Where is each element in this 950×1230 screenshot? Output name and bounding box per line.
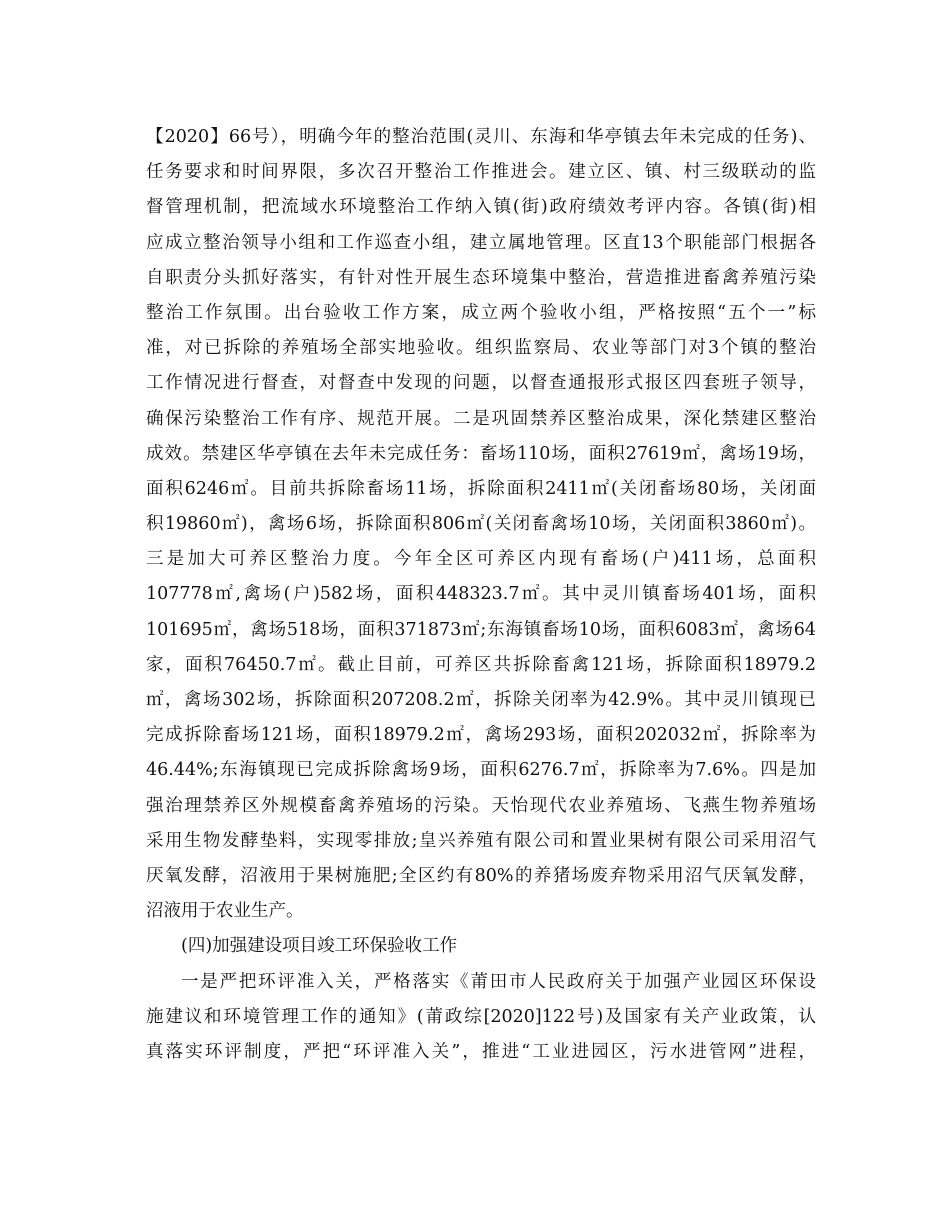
text-line: 三是加大可养区整治力度。今年全区可养区内现有畜场(户)411场，总面积 (146, 549, 816, 570)
text-line: 家，面积76450.7㎡。截止目前，可养区共拆除畜禽121场，拆除面积18979.2 (146, 654, 816, 675)
text-line: 面积6246㎡。目前共拆除畜场11场，拆除面积2411㎡(关闭畜场80场，关闭面 (146, 478, 816, 499)
body-text (146, 120, 816, 1070)
text-line: 工作情况进行督查，对督查中发现的问题，以督查通报形式报区四套班子领导， (146, 373, 816, 394)
text-line: 采用生物发酵垫料，实现零排放;皇兴养殖有限公司和置业果树有限公司采用沼气 (146, 830, 816, 851)
text-line: 完成拆除畜场121场，面积18979.2㎡，禽场293场，面积202032㎡，拆除率为 (146, 725, 816, 746)
paragraph-first-line: 一是严把环评准入关，严格落实《莆田市人民政府关于加强产业园区环保设 (181, 971, 816, 992)
text-line: 任务要求和时间界限，多次召开整治工作推进会。建立区、镇、村三级联动的监 (146, 162, 816, 183)
text-line: 应成立整治领导小组和工作巡查小组，建立属地管理。区直13个职能部门根据各 (146, 232, 816, 253)
text-line: 成效。禁建区华亭镇在去年未完成任务：畜场110场，面积27619㎡，禽场19场， (146, 443, 816, 464)
text-line: 督管理机制，把流域水环境整治工作纳入镇(街)政府绩效考评内容。各镇(街)相 (146, 197, 816, 218)
text-line: 自职责分头抓好落实，有针对性开展生态环境集中整治，营造推进畜禽养殖污染 (146, 267, 816, 288)
text-line: 101695㎡，禽场518场，面积371873㎡;东海镇畜场10场，面积6083㎡，禽场64 (146, 619, 816, 640)
text-line: 整治工作氛围。出台验收工作方案，成立两个验收小组，严格按照“五个一”标 (146, 302, 816, 323)
paragraph-end-line: 沼液用于农业生产。 (146, 901, 304, 922)
text-line: 积19860㎡)，禽场6场，拆除面积806㎡(关闭畜禽场10场，关闭面积3860㎡)。 (146, 514, 816, 535)
text-line: 107778㎡,禽场(户)582场，面积448323.7㎡。其中灵川镇畜场401场，面积 (146, 584, 816, 605)
section-heading: (四)加强建设项目竣工环保验收工作 (181, 936, 458, 957)
text-line: 真落实环评制度，严把“环评准入关”，推进“工业进园区，污水进管网”进程， (146, 1041, 816, 1062)
text-line: 强治理禁养区外规模畜禽养殖场的污染。天怡现代农业养殖场、飞燕生物养殖场 (146, 795, 816, 816)
text-line: 厌氧发酵，沼液用于果树施肥;全区约有80%的养猪场废弃物采用沼气厌氧发酵， (146, 865, 816, 886)
text-line: 施建议和环境管理工作的通知》(莆政综[2020]122号)及国家有关产业政策，认 (146, 1006, 816, 1027)
text-line: 【2020】66号），明确今年的整治范围(灵川、东海和华亭镇去年未完成的任务)、 (146, 127, 816, 147)
text-line: 确保污染整治工作有序、规范开展。二是巩固禁养区整治成果，深化禁建区整治 (146, 408, 816, 429)
text-line: 46.44%;东海镇现已完成拆除禽场9场，面积6276.7㎡，拆除率为7.6%。四是加 (146, 760, 816, 781)
text-line: 准，对已拆除的养殖场全部实地验收。组织监察局、农业等部门对3个镇的整治 (146, 338, 816, 359)
text-line: ㎡，禽场302场，拆除面积207208.2㎡，拆除关闭率为42.9%。其中灵川镇现已 (146, 690, 816, 710)
